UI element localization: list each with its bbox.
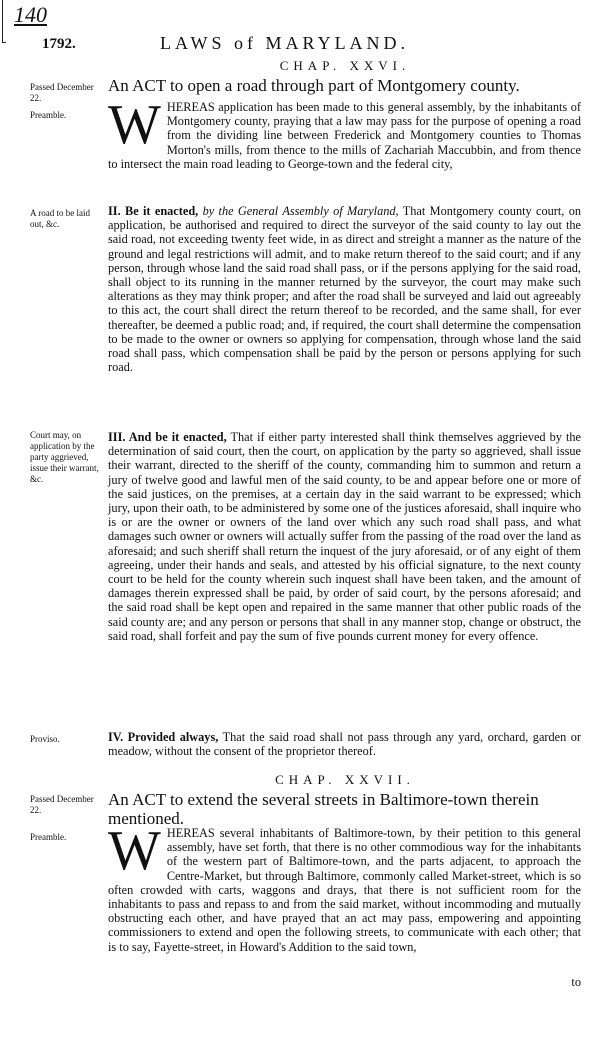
running-title: LAWS of MARYLAND.: [160, 33, 410, 53]
margin-note-section-2: A road to be laid out, &c.: [30, 208, 90, 229]
margin-note-preamble-26: Preamble.: [30, 110, 67, 120]
preamble-text: HEREAS several inhabitants of Baltimore-town, by their petition to this general assembly, have set forth, that there is no other commodious way for the inhabitants of the western part of Baltimore-town, and the parts adjacent, to approach the Centre-Market, but through Baltimore, commonly called Market-street, which is so often crowded with carts, waggons and drays, that there is not sufficient room for the inhabitants to pass and repass to and from the said market, without incommoding and mutually obstructing each other, and have prayed that an act may pass, empowering and appointing commissioners to extend and open the following streets, to communicate with each other; that is to say, Fayette-street, in Howard's Addition to the said town,: [108, 826, 581, 954]
preamble-26: [108, 94, 581, 171]
section-2-lead: II. Be it enacted,: [108, 204, 199, 218]
page-number: 140: [14, 2, 47, 27]
margin-note-section-3: Court may, on application by the party aggrieved, issue their warrant, &c.: [30, 430, 99, 484]
margin-note-preamble-27: Preamble.: [30, 832, 67, 842]
margin-note-passed-27: Passed December 22.: [30, 794, 94, 815]
margin-note-passed-26: Passed December 22.: [30, 82, 94, 103]
act-title-27: An ACT to extend the several streets in Baltimore-town therein mentioned.: [108, 790, 539, 828]
year: 1792.: [42, 36, 76, 52]
section-4-lead: IV. Provided always,: [108, 730, 219, 744]
section-2-text: That Montgomery county court, on application, be authorised and required to direct the surveyor of the said county to lay out the said road, not exceeding twenty feet wide, in as direct and streight a manner as the nature of the ground and legal restrictions will admit, and to make return thereof to the said court; and if any person, through whose land the said road shall pass, or if the persons applying for the said road, shall object to its running in the manner returned by the surveyor, the court may make such alterations as they may think proper; and after the road shall be surveyed and laid out agreeably to this act, the court shall direct the return thereof to be recorded, and the same shall, for ever thereafter, be deemed a public road; and, if required, the court shall determine the compensation to be made to the owner or owners so applying for compensation, through whose land the said road shall pass, which compensation shall be paid by the person or persons applying for such road.: [108, 204, 582, 375]
section-3-text: That if either party interested shall think themselves aggrieved by the determination of said court, then the court, on application by the party so aggrieved, shall issue their warrant, directed to the sheriff of the county, commanding him to summon and return a jury of twelve good and lawful men of the said county, to be and appear before one or more of the said justices, on the premises, at a certain day in the said warrant to be expressed; which jury, upon their oath, to be administered by some one of the justices aforesaid, shall inquire who is or are the owner or owners of the land over which any such road shall pass, and what damages such owner or owners will actually suffer from the passing of the road over the land as aforesaid; and such sheriff shall return the inquest of the jury aforesaid, or of any eight of them agreeing, under their hands and seals, and attested by his official signature, to the next county court to be held for the county wherein such inquest shall have been taken, and the amount of damages therein expressed shall be paid, by order of said court, by the persons aforesaid; and the said road shall be kept open and repaired in the same manner that other public roads of the said county are; and any person or persons that shall in any manner stop, change or obstruct, the said road, shall forfeit and pay the sum of five pounds current money for every offence.: [108, 430, 581, 643]
page-corner-mark: [2, 0, 6, 43]
chapter-heading-26: CHAP. XXVI.: [279, 58, 411, 73]
chapter-heading-27: CHAP. XXVII.: [275, 772, 415, 787]
drop-cap: W: [108, 820, 161, 882]
section-2: [108, 204, 581, 374]
preamble-27: [108, 820, 581, 954]
section-3-lead: III. And be it enacted,: [108, 430, 227, 444]
preamble-text: HEREAS application has been made to this general assembly, by the inhabitants of Montgomery county, praying that a law may pass for the purpose of opening a road from the dividing line between Frederick and Montgomery counties to Thomas Morton's mills, from thence to the mills of Zachariah Maccubbin, and from thence to intersect the main road leading to George-town and the federal city,: [108, 100, 581, 171]
drop-cap: W: [108, 94, 161, 156]
section-4: [108, 730, 581, 758]
act-title-26: An ACT to open a road through part of Montgomery county.: [108, 76, 520, 95]
section-3: [108, 430, 581, 643]
catchword: to: [571, 975, 581, 989]
section-4-text: That the said road shall not pass through any yard, orchard, garden or meadow, without the consent of the proprietor thereof.: [108, 730, 581, 759]
section-2-lead-italic: by the General Assembly of Maryland,: [202, 204, 399, 218]
margin-note-proviso: Proviso.: [30, 734, 60, 744]
